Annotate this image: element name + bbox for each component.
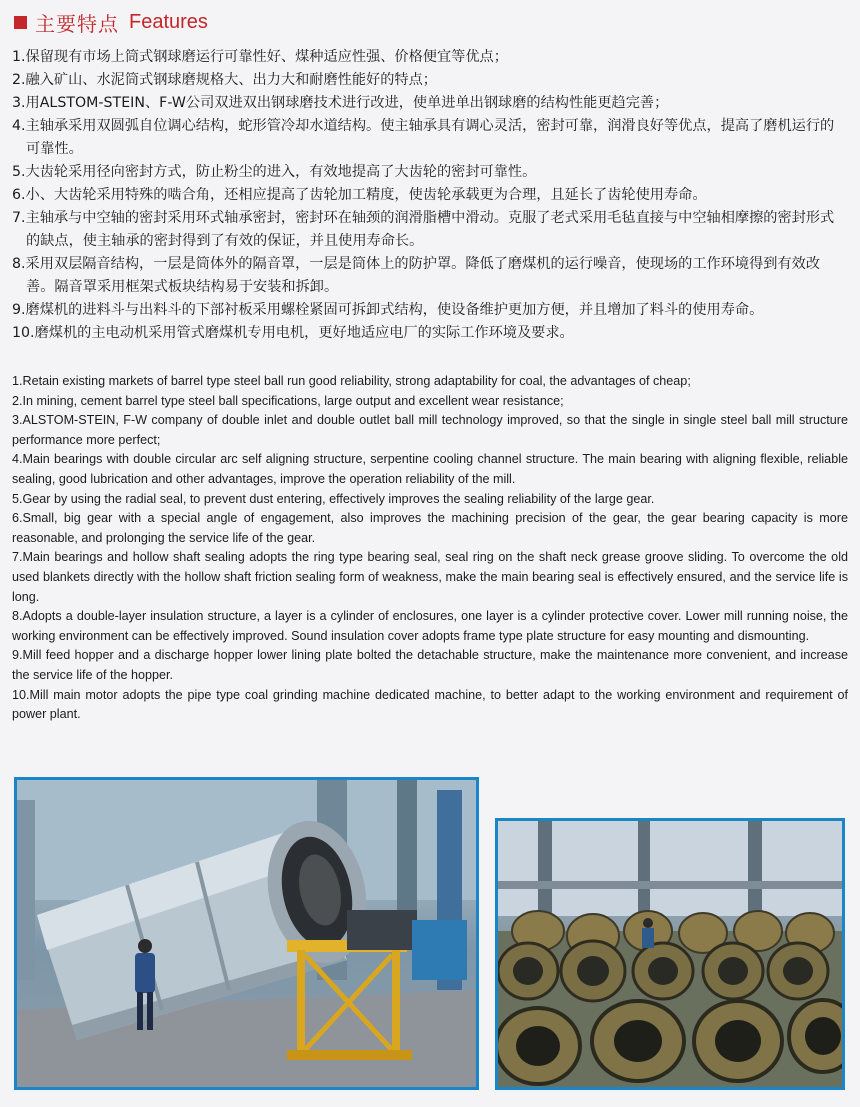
feature-en-item: 4.Main bearings with double circular arc self aligning structure, serpentine cooling channel structure. The main bearing with aligning flexible, reliable sealing, good lubrication and other advantages, improve the operation reliability of the mill. <box>12 452 848 486</box>
ball-mill-illustration <box>17 780 476 1087</box>
feature-cn-item: 10.磨煤机的主电动机采用管式磨煤机专用电机，更好地适应电厂的实际工作环境及要求。 <box>12 325 574 341</box>
feature-en-item: 5.Gear by using the radial seal, to prevent dust entering, effectively improves the sealing reliability of the large gear. <box>12 491 655 506</box>
red-square-icon <box>14 16 27 29</box>
feature-cn-item: 7.主轴承与中空轴的密封采用环式轴承密封，密封环在轴颈的润滑脂槽中滑动。克服了老式采用毛毡直接与中空轴相摩擦的密封形式的缺点，使主轴承的密封得到了有效的保证，并且使用寿命长。 <box>12 210 835 249</box>
feature-en-item: 10.Mill main motor adopts the pipe type coal grinding machine dedicated machine, to better adapt to the working environment and requirement of power plant. <box>12 687 848 722</box>
section-title-en: Features <box>129 10 208 33</box>
feature-cn-item: 9.磨煤机的进料斗与出料斗的下部衬板采用螺栓紧固可拆卸式结构，使设备维护更加方便，并且增加了料斗的使用寿命。 <box>12 302 764 318</box>
feature-en-item: 6.Small, big gear with a special angle of engagement, also improves the machining precision of the gear, the gear bearing capacity is more reasonable, and prolonging the service life of the gear. <box>12 511 848 545</box>
feature-en-item: 1.Retain existing markets of barrel type steel ball run good reliability, strong adaptability for coal, the advantages of cheap; <box>12 374 691 388</box>
feature-en-item: 9.Mill feed hopper and a discharge hopper lower lining plate bolted the detachable structure, make the maintenance more convenient, and increase the service life of the hopper. <box>12 648 848 682</box>
feature-cn-item: 2.融入矿山、水泥筒式钢球磨规格大、出力大和耐磨性能好的特点； <box>12 72 437 88</box>
bearing-housings-illustration <box>498 821 842 1087</box>
bearing-housings-photo <box>495 818 845 1090</box>
feature-en-item: 3.ALSTOM-STEIN, F-W company of double inlet and double outlet ball mill technology improved, so that the single in single steel ball mill structure performance more perfect; <box>12 413 848 447</box>
feature-en-item: 8.Adopts a double-layer insulation structure, a layer is a cylinder of enclosures, one layer is a cylinder protective cover. Lower mill running noise, the working environment can be effectively improved. Sound insulation cover adopts frame type plate structure for easy mounting and dismounting. <box>12 609 848 643</box>
feature-cn-item: 8.采用双层隔音结构，一层是筒体外的隔音罩，一层是筒体上的防护罩。降低了磨煤机的运行噪音，使现场的工作环境得到有效改善。隔音罩采用框架式板块结构易于安装和拆卸。 <box>12 256 821 295</box>
section-header <box>14 8 208 36</box>
feature-cn-item: 3.用ALSTOM-STEIN、F-W公司双进双出钢球磨技术进行改进，使单进单出钢球磨的结构性能更趋完善； <box>12 95 669 111</box>
section-title-cn: 主要特点 <box>35 11 119 36</box>
feature-en-item: 7.Main bearings and hollow shaft sealing adopts the ring type bearing seal, seal ring on the shaft neck grease groove sliding. To overcome the old used blankets directly with the hollow shaft friction sealing form of weakness, make the main bearing seal is effectively ensured, and the service life is long. <box>12 550 848 604</box>
ball-mill-photo <box>14 777 479 1090</box>
features-list-en <box>12 372 848 725</box>
feature-cn-item: 4.主轴承采用双圆弧自位调心结构，蛇形管冷却水道结构。使主轴承具有调心灵活，密封可靠，润滑良好等优点，提高了磨机运行的可靠性。 <box>12 118 835 157</box>
feature-en-item: 2.In mining, cement barrel type steel ball specifications, large output and excellent wear resistance; <box>12 393 564 408</box>
feature-cn-item: 5.大齿轮采用径向密封方式，防止粉尘的进入，有效地提高了大齿轮的密封可靠性。 <box>12 164 537 180</box>
feature-cn-item: 6.小、大齿轮采用特殊的啮合角，还相应提高了齿轮加工精度，使齿轮承载更为合理，且延长了齿轮使用寿命。 <box>12 187 707 203</box>
feature-cn-item: 1.保留现有市场上筒式钢球磨运行可靠性好、煤种适应性强、价格便宜等优点； <box>12 49 508 65</box>
features-list-cn <box>12 46 848 345</box>
